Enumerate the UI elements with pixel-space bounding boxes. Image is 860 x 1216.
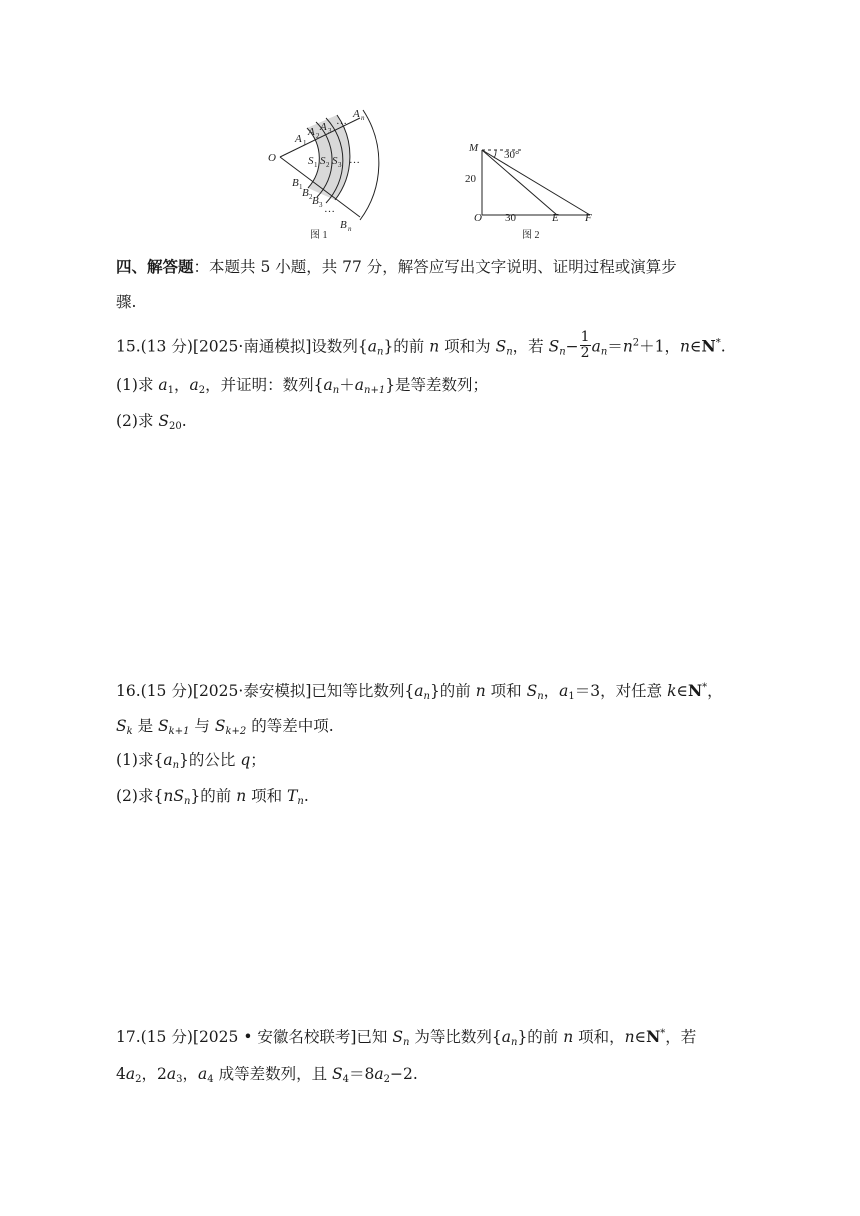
fig1-label-S3-sub: 3 [338, 161, 342, 169]
figure-2-labels [465, 142, 592, 241]
fig1-label-Bn: B [340, 219, 347, 231]
q16-part2: (2)求$\{nS_n\}$的前 n 项和 $T_n$. [116, 787, 309, 807]
fig1-label-An: A [353, 108, 360, 120]
fig1-label-B1: B [292, 177, 299, 189]
fig1-label-A1: A [295, 133, 302, 145]
fig1-label-Bn-sub: n [348, 225, 352, 233]
q16-part1: (1)求$\{a_n\}$的公比 q； [116, 751, 266, 771]
fig2-label-M: M [469, 142, 479, 154]
fig1-label-B2: B [302, 187, 309, 199]
q17-statement: 17.(15 分)[2025 • 安徽名校联考]已知 $S_n$ 为等比数列$\{a_n\}$的前 n 项和，n∈N*，若 [116, 1027, 697, 1048]
fig2-caption: 图 2 [522, 230, 540, 241]
q16-statement: 16.(15 分)[2025·泰安模拟]已知等比数列$\{a_n\}$的前 n 项和 $S_n$，$a_1=3$，对任意 k∈N*， [116, 681, 723, 702]
fig1-label-O: O [268, 152, 276, 164]
section-heading-rest: ：本题共 5 小题，共 77 分，解答应写出文字说明、证明过程或演算步 [193, 258, 677, 276]
fig1-label-An-sub: n [361, 114, 365, 122]
figures-area [260, 100, 620, 250]
figure-2 [482, 150, 590, 215]
fig1-label-A2-sub: 2 [316, 132, 320, 140]
fig1-dots-top: … [336, 115, 347, 127]
line-ME [482, 150, 557, 215]
arc-n [360, 110, 379, 220]
q15-fraction: $\frac{1}{2}$ [580, 329, 590, 361]
q15-statement: 15.(13 分)[2025·南通模拟]设数列$\{a_n\}$的前 n 项和为 $S_n$，若 $S_n-$ $\frac{1}{2}$ $a_n=n^2+1$，n∈N*. [116, 329, 726, 361]
section-heading-line2: 骤. [116, 293, 137, 311]
fig1-label-S1: S [308, 155, 314, 167]
fig2-label-E: E [552, 212, 559, 224]
fig2-label-F: F [585, 212, 592, 224]
fig2-label-base: 30 [505, 212, 516, 224]
fig1-label-A2: A [308, 126, 315, 138]
q15-part1: (1)求 $a_1$，$a_2$，并证明：数列$\{a_n+a_{n+1}\}$是等差数列； [116, 376, 489, 396]
figures-svg [260, 100, 620, 250]
fig2-label-O: O [474, 212, 482, 224]
fig1-dots-mid: … [349, 154, 360, 166]
fig1-dots-bottom: … [324, 203, 335, 215]
line-MF [482, 150, 590, 215]
fig1-label-S1-sub: 1 [314, 161, 318, 169]
section-heading [116, 256, 677, 278]
fig2-label-height: 20 [465, 173, 476, 185]
q16-statement-line2: $S_k$ 是 $S_{k+1}$ 与 $S_{k+2}$ 的等差中项. [116, 717, 334, 737]
fig1-label-B3-sub: 3 [319, 201, 323, 209]
fig1-label-S3: S [332, 155, 338, 167]
fig1-label-S2: S [320, 155, 326, 167]
fig2-label-angle: 30° [504, 149, 520, 161]
fig1-label-B1-sub: 1 [299, 183, 303, 191]
fig1-label-A1-sub: 1 [303, 139, 307, 147]
q17-statement-line2: $4a_2$，$2a_3$，$a_4$ 成等差数列，且 $S_4=8a_2-2$. [116, 1065, 418, 1085]
fig1-label-A3: A [320, 121, 327, 133]
section-heading-title: 四、解答题 [116, 257, 194, 276]
q15-part2: (2)求 $S_{20}$. [116, 412, 187, 432]
fig1-label-S2-sub: 2 [326, 161, 330, 169]
fig1-label-A3-sub: 3 [328, 127, 332, 135]
fig1-label-B3: B [312, 195, 319, 207]
fig1-label-B2-sub: 2 [309, 193, 313, 201]
angle-arc [494, 150, 496, 158]
fig1-caption: 图 1 [310, 230, 328, 241]
